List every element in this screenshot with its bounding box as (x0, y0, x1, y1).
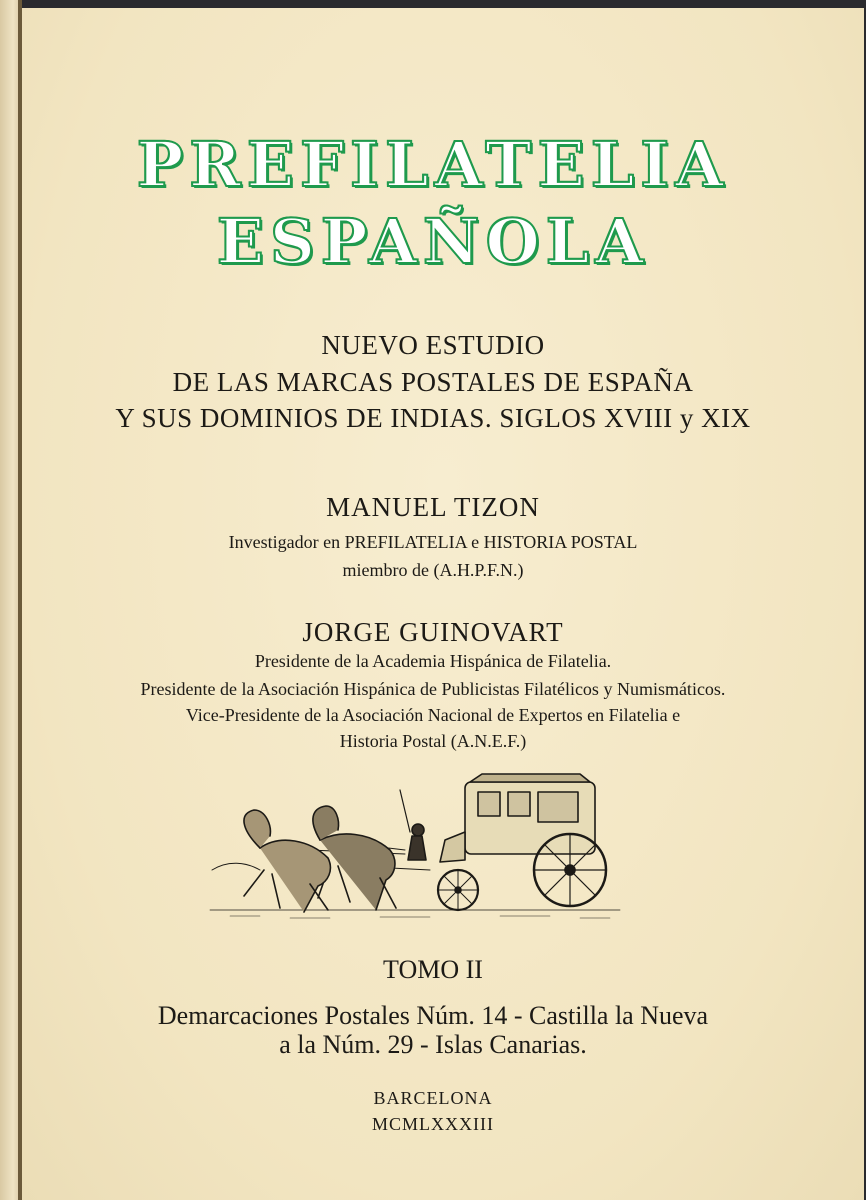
volume-description-line-2: a la Núm. 29 - Islas Canarias. (279, 1030, 587, 1059)
stagecoach-engraving-icon (200, 770, 640, 930)
volume-description-line-1: Demarcaciones Postales Núm. 14 - Castilla la Nueva (157, 1001, 709, 1030)
subtitle-line-3: Y SUS DOMINIOS DE INDIAS. SIGLOS XVIII y XIX (115, 403, 751, 433)
author-1-name: MANUEL TIZON (326, 492, 540, 522)
imprint-city: BARCELONA (373, 1088, 493, 1108)
author-1-affiliation-2: miembro de (A.H.P.F.N.) (342, 560, 524, 580)
author-2-affiliation-2: Presidente de la Asociación Hispánica de Publicistas Filatélicos y Numismáticos. (140, 679, 726, 699)
author-2-affiliation-1: Presidente de la Academia Hispánica de Filatelia. (254, 651, 612, 671)
title-line-1: PREFILATELIA (136, 128, 730, 201)
title-line-2: ESPAÑOLA (216, 205, 650, 278)
imprint-year: MCMLXXXIII (372, 1114, 494, 1134)
author-2-name: JORGE GUINOVART (302, 617, 564, 647)
author-1-affiliation-1: Investigador en PREFILATELIA e HISTORIA POSTAL (228, 532, 638, 552)
author-2-affiliation-3: Vice-Presidente de la Asociación Nacional de Expertos en Filatelia e (185, 705, 681, 725)
subtitle-line-1: NUEVO ESTUDIO (321, 330, 545, 360)
author-2-affiliation-4: Historia Postal (A.N.E.F.) (339, 731, 527, 751)
subtitle-line-2: DE LAS MARCAS POSTALES DE ESPAÑA (172, 367, 694, 397)
volume-number: TOMO II (383, 955, 483, 984)
